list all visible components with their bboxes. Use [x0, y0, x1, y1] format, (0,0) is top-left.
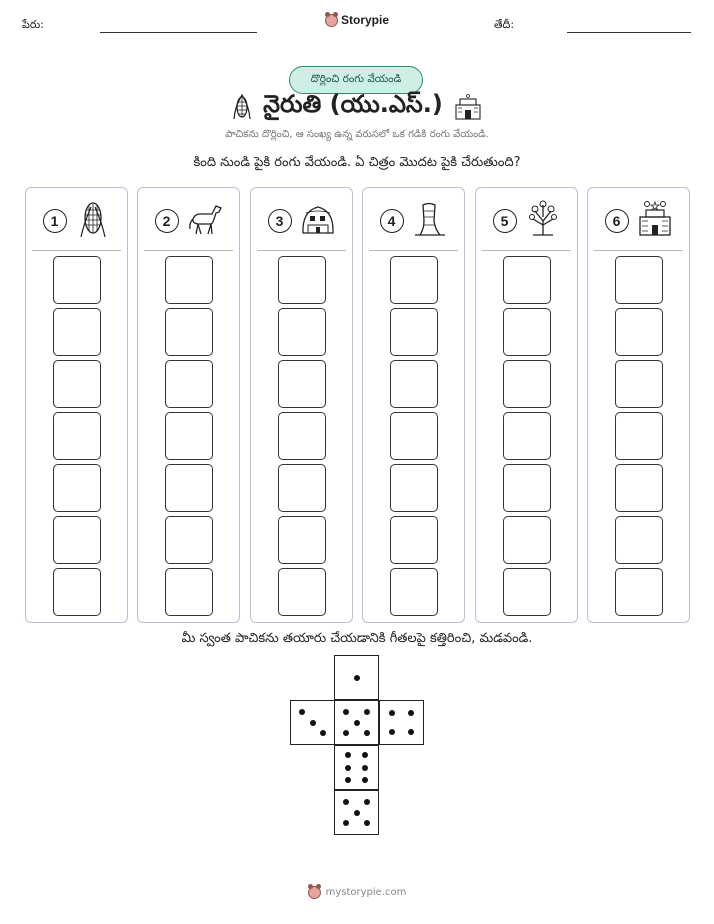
dice-pip [362, 765, 368, 771]
color-cell[interactable] [278, 464, 326, 512]
dice-face-1 [334, 655, 379, 700]
brand-name: Storypie [341, 13, 390, 27]
dice-pip [389, 729, 395, 735]
name-line [100, 32, 257, 33]
column-header [476, 198, 577, 244]
subtitle: పాచికను దొర్లించి, ఆ సంఖ్య ఉన్న వరుసలో ఒక గడికి రంగు వేయండి. [225, 129, 489, 140]
color-cell[interactable] [615, 256, 663, 304]
color-cell[interactable] [615, 464, 663, 512]
color-cell[interactable] [278, 360, 326, 408]
dice-pip [343, 799, 349, 805]
column-divider [144, 250, 233, 251]
dice-pip [364, 709, 370, 715]
color-cell[interactable] [390, 464, 438, 512]
column-header [363, 198, 464, 244]
dice-pip [343, 820, 349, 826]
dice-pip [364, 730, 370, 736]
color-cell[interactable] [53, 256, 101, 304]
color-cell[interactable] [390, 256, 438, 304]
color-cell[interactable] [503, 516, 551, 564]
horse-icon [187, 199, 223, 243]
cell-stack [138, 256, 239, 620]
column-number: 1 [43, 209, 67, 233]
corn-icon [231, 92, 253, 122]
column-number: 2 [155, 209, 179, 233]
title-row [0, 90, 714, 124]
column-5 [475, 187, 578, 623]
dice-pip [343, 709, 349, 715]
color-cell[interactable] [165, 412, 213, 460]
cliff-dwelling-icon [300, 199, 336, 243]
color-cell[interactable] [503, 568, 551, 616]
dice-pip [354, 810, 360, 816]
bear-logo-icon [308, 886, 321, 899]
column-divider [32, 250, 121, 251]
column-number: 6 [605, 209, 629, 233]
color-cell[interactable] [278, 308, 326, 356]
dice-pip [299, 709, 305, 715]
dice-pip [362, 752, 368, 758]
color-cell[interactable] [503, 412, 551, 460]
cell-stack [26, 256, 127, 620]
color-cell[interactable] [503, 360, 551, 408]
date-line [567, 32, 691, 33]
color-cell[interactable] [165, 464, 213, 512]
column-divider [482, 250, 571, 251]
column-divider [594, 250, 683, 251]
date-label: తేదీ: [494, 18, 515, 31]
dice-pip [345, 752, 351, 758]
dice-pip [354, 675, 360, 681]
color-cell[interactable] [615, 412, 663, 460]
color-cell[interactable] [615, 360, 663, 408]
dice-pip [408, 729, 414, 735]
dice-face-4 [379, 700, 424, 745]
column-4 [362, 187, 465, 623]
color-cell[interactable] [53, 568, 101, 616]
activity-badge: దొర్లించి రంగు వేయండి [289, 66, 423, 94]
color-cell[interactable] [278, 516, 326, 564]
column-6 [587, 187, 690, 623]
dice-pip [362, 777, 368, 783]
color-cell[interactable] [53, 360, 101, 408]
dice-face-5 [334, 790, 379, 835]
dice-pip [408, 710, 414, 716]
cell-stack [363, 256, 464, 620]
column-number: 5 [493, 209, 517, 233]
column-divider [369, 250, 458, 251]
bear-logo-icon [325, 14, 338, 27]
color-cell[interactable] [278, 568, 326, 616]
column-number: 3 [268, 209, 292, 233]
instruction-text: కింది నుండి పైకి రంగు వేయండి. ఏ చిత్రం మొదట పైకి చేరుతుంది? [193, 155, 521, 170]
cell-stack [476, 256, 577, 620]
color-cell[interactable] [53, 516, 101, 564]
name-label: పేరు: [22, 18, 44, 31]
color-cell[interactable] [165, 308, 213, 356]
corn-icon [75, 199, 111, 243]
color-cell[interactable] [165, 360, 213, 408]
color-cell[interactable] [615, 568, 663, 616]
column-header [138, 198, 239, 244]
tree-icon [525, 199, 561, 243]
column-3 [250, 187, 353, 623]
color-cell[interactable] [53, 412, 101, 460]
color-cell[interactable] [165, 516, 213, 564]
color-cell[interactable] [390, 568, 438, 616]
pueblo-building-icon [637, 199, 673, 243]
column-header [26, 198, 127, 244]
footer [0, 886, 714, 899]
color-cell[interactable] [615, 516, 663, 564]
footer-url[interactable]: mystorypie.com [325, 887, 407, 898]
color-cell[interactable] [53, 464, 101, 512]
color-cell[interactable] [278, 256, 326, 304]
color-cell[interactable] [390, 360, 438, 408]
dice-pip [364, 820, 370, 826]
dice-face-5 [334, 700, 379, 745]
column-header [251, 198, 352, 244]
dice-pip [343, 730, 349, 736]
column-header [588, 198, 689, 244]
color-cell[interactable] [503, 256, 551, 304]
dice-pip [345, 777, 351, 783]
dice-net [290, 655, 424, 835]
pueblo-building-icon [453, 93, 483, 121]
column-2 [137, 187, 240, 623]
dice-face-3 [290, 700, 335, 745]
page-title: నైరుతి (యు.ఎస్.) [263, 90, 443, 118]
dice-face-6 [334, 745, 379, 790]
column-divider [257, 250, 346, 251]
brand-logo [325, 13, 389, 27]
color-cell[interactable] [278, 412, 326, 460]
color-cell[interactable] [165, 568, 213, 616]
column-1 [25, 187, 128, 623]
dice-pip [354, 720, 360, 726]
color-cell[interactable] [53, 308, 101, 356]
dice-pip [389, 710, 395, 716]
color-cell[interactable] [615, 308, 663, 356]
dice-pip [320, 730, 326, 736]
color-cell[interactable] [390, 308, 438, 356]
color-cell[interactable] [503, 308, 551, 356]
color-cell[interactable] [503, 464, 551, 512]
color-cell[interactable] [390, 516, 438, 564]
cell-stack [588, 256, 689, 620]
dice-pip [364, 799, 370, 805]
dice-pip [310, 720, 316, 726]
dice-pip [345, 765, 351, 771]
rock-formation-icon [412, 199, 448, 243]
color-cell[interactable] [165, 256, 213, 304]
cell-stack [251, 256, 352, 620]
cut-instruction: మీ స్వంత పాచికను తయారు చేయడానికి గీతలపై కత్తిరించి, మడవండి. [181, 631, 533, 646]
column-number: 4 [380, 209, 404, 233]
color-cell[interactable] [390, 412, 438, 460]
